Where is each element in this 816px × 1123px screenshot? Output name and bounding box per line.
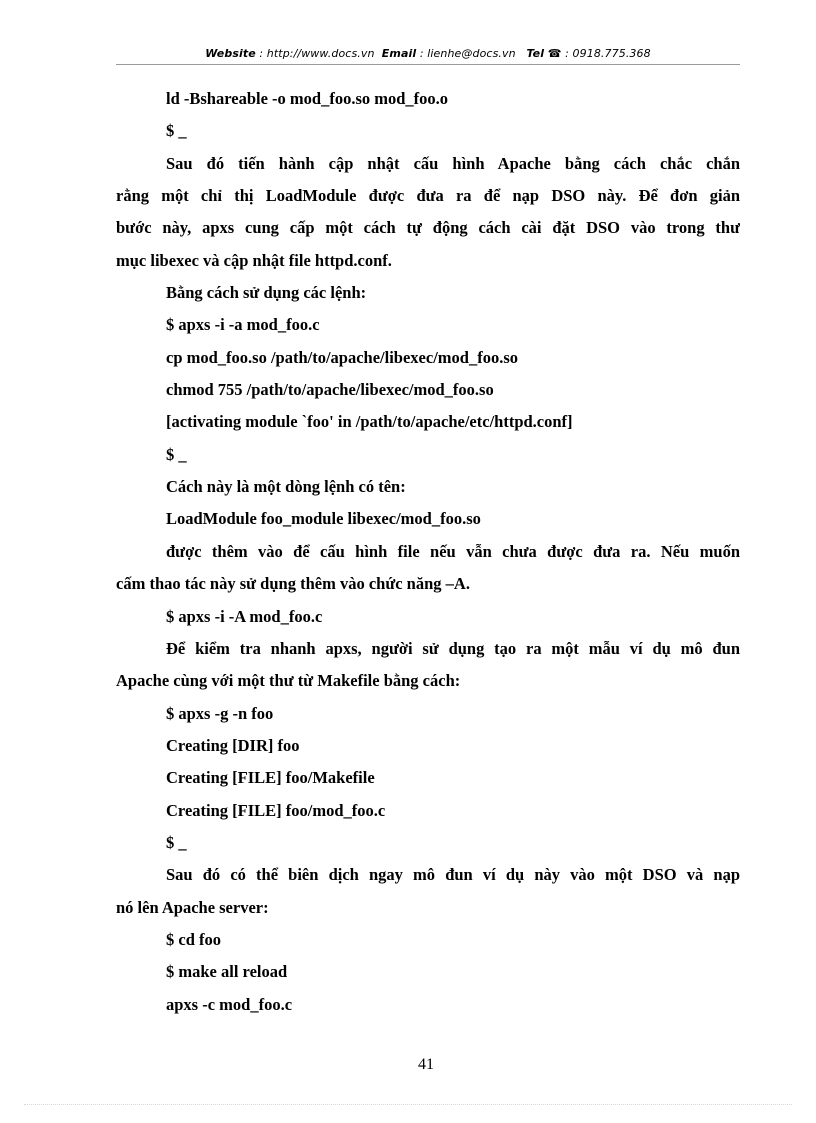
text-line: $ make all reload (166, 962, 288, 982)
text-line: Apache cùng với một thư từ Makefile bằng cách: (116, 671, 461, 691)
website-label: Website (205, 47, 256, 60)
text-line: Để kiểm tra nhanh apxs, người sử dụng tạo ra một mẫu ví dụ mô đun (166, 638, 740, 658)
page-header (116, 47, 740, 65)
text-line: $ cd foo (166, 929, 221, 949)
text-line: $ apxs -g -n foo (166, 703, 274, 723)
text-line: Creating [FILE] foo/Makefile (166, 768, 375, 788)
text-line: được thêm vào để cấu hình file nếu vẫn chưa được đưa ra. Nếu muốn (166, 541, 740, 561)
text-line: Creating [DIR] foo (166, 735, 300, 755)
website-url[interactable]: http://www.docs.vn (266, 47, 375, 60)
text-line: Sau đó tiến hành cập nhật cấu hình Apache bằng cách chắc chắn (166, 153, 740, 173)
tel-number: 0918.775.368 (572, 47, 651, 60)
text-line: $ _ (166, 444, 187, 464)
document-body (116, 83, 740, 1021)
text-line: nó lên Apache server: (116, 897, 269, 917)
text-line: $ apxs -i -a mod_foo.c (166, 315, 320, 335)
header-divider (116, 64, 740, 65)
website-separator: : (255, 47, 267, 60)
text-line: rằng một chỉ thị LoadModule được đưa ra để nạp DSO này. Để đơn giản (116, 186, 740, 206)
text-line: $ _ (166, 121, 187, 141)
text-line: $ _ (166, 832, 187, 852)
phone-icon: ☎ (547, 47, 562, 60)
page-number: 41 (418, 1056, 434, 1073)
text-line: cấm thao tác này sử dụng thêm vào chức năng –A. (116, 574, 470, 594)
text-line: [activating module `foo' in /path/to/apache/etc/httpd.conf] (166, 412, 573, 432)
text-line: Bằng cách sử dụng các lệnh: (166, 283, 367, 303)
text-line: cp mod_foo.so /path/to/apache/libexec/mod_foo.so (166, 347, 519, 367)
text-line: Cách này là một dòng lệnh có tên: (166, 477, 406, 497)
page-bottom-border (24, 1104, 792, 1105)
text-line: LoadModule foo_module libexec/mod_foo.so (166, 509, 481, 529)
email-separator: : (416, 47, 428, 60)
text-line: chmod 755 /path/to/apache/libexec/mod_foo.so (166, 380, 494, 400)
text-line: Creating [FILE] foo/mod_foo.c (166, 800, 386, 820)
email-label: Email (381, 47, 417, 60)
tel-separator: : (561, 47, 573, 60)
text-line: apxs -c mod_foo.c (166, 994, 293, 1014)
email-address[interactable]: lienhe@docs.vn (427, 47, 516, 60)
text-line: $ apxs -i -A mod_foo.c (166, 606, 323, 626)
text-line: Sau đó có thể biên dịch ngay mô đun ví dụ này vào một DSO và nạp (166, 865, 740, 885)
text-line: mục libexec và cập nhật file httpd.conf. (116, 250, 392, 270)
text-line: ld -Bshareable -o mod_foo.so mod_foo.o (166, 89, 449, 108)
tel-label: Tel (526, 47, 545, 60)
text-line: bước này, apxs cung cấp một cách tự động cách cài đặt DSO vào trong thư (116, 218, 740, 238)
